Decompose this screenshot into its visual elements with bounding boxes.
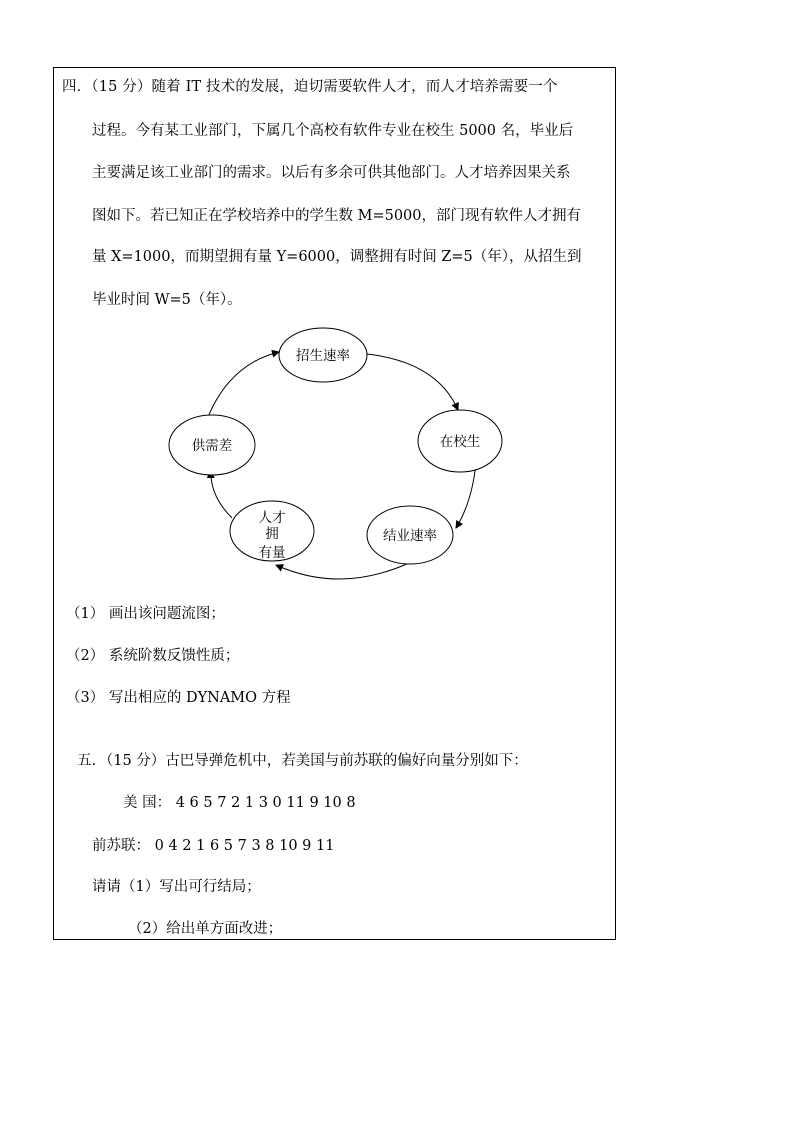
node-graduate-label: 结业速率 (383, 528, 437, 544)
arrow-talent-to-gap (211, 471, 232, 518)
q4-line-6: 毕业时间 W=5（年）。 (92, 292, 242, 308)
node-talent-label-1: 人才 (258, 510, 286, 526)
q5-ask-2: （2）给出单方面改进； (128, 921, 283, 937)
node-enroll-label: 招生速率 (296, 348, 350, 364)
q4-line-3: 主要满足该工业部门的需求。以后有多余可供其他部门。人才培养因果关系 (92, 165, 571, 181)
q4-sub-1: （1） 画出该问题流图； (66, 606, 225, 622)
node-talent-label-3: 有量 (258, 545, 286, 561)
q4-sub-3: （3） 写出相应的 DYNAMO 方程 (66, 690, 291, 706)
node-talent-label-2: 拥 (265, 526, 279, 542)
node-gap-label: 供需差 (191, 438, 233, 454)
q5-ask-1: 请请（1）写出可行结局； (92, 879, 261, 895)
q4-line-4: 图如下。若已知正在学校培养中的学生数 M=5000，部门现有软件人才拥有 (92, 208, 582, 224)
q5-ussr-vector: 前苏联： 0 4 2 1 6 5 7 3 8 10 9 11 (92, 838, 335, 854)
q5-usa-vector: 美 国： 4 6 5 7 2 1 3 0 11 9 10 8 (123, 795, 356, 811)
node-in-school-label: 在校生 (439, 434, 481, 450)
q4-line-2: 过程。今有某工业部门，下属几个高校有软件专业在校生 5000 名，毕业后 (92, 123, 574, 139)
arrow-enroll-to-in-school (367, 354, 458, 410)
q4-sub-2: （2） 系统阶数反馈性质； (66, 648, 240, 664)
arrow-graduate-to-talent (276, 563, 409, 579)
causal-loop-diagram (160, 322, 520, 592)
arrow-in-school-to-graduate (456, 463, 476, 528)
arrow-gap-to-enroll (208, 352, 279, 417)
q4-line-1: 四．（15 分）随着 IT 技术的发展，迫切需要软件人才，而人才培养需要一个 (62, 79, 558, 95)
q4-line-5: 量 X=1000，而期望拥有量 Y=6000，调整拥有时间 Z=5（年），从招生到 (92, 249, 582, 265)
q5-title: 五．（15 分）古巴导弹危机中，若美国与前苏联的偏好向量分别如下： (77, 753, 528, 769)
